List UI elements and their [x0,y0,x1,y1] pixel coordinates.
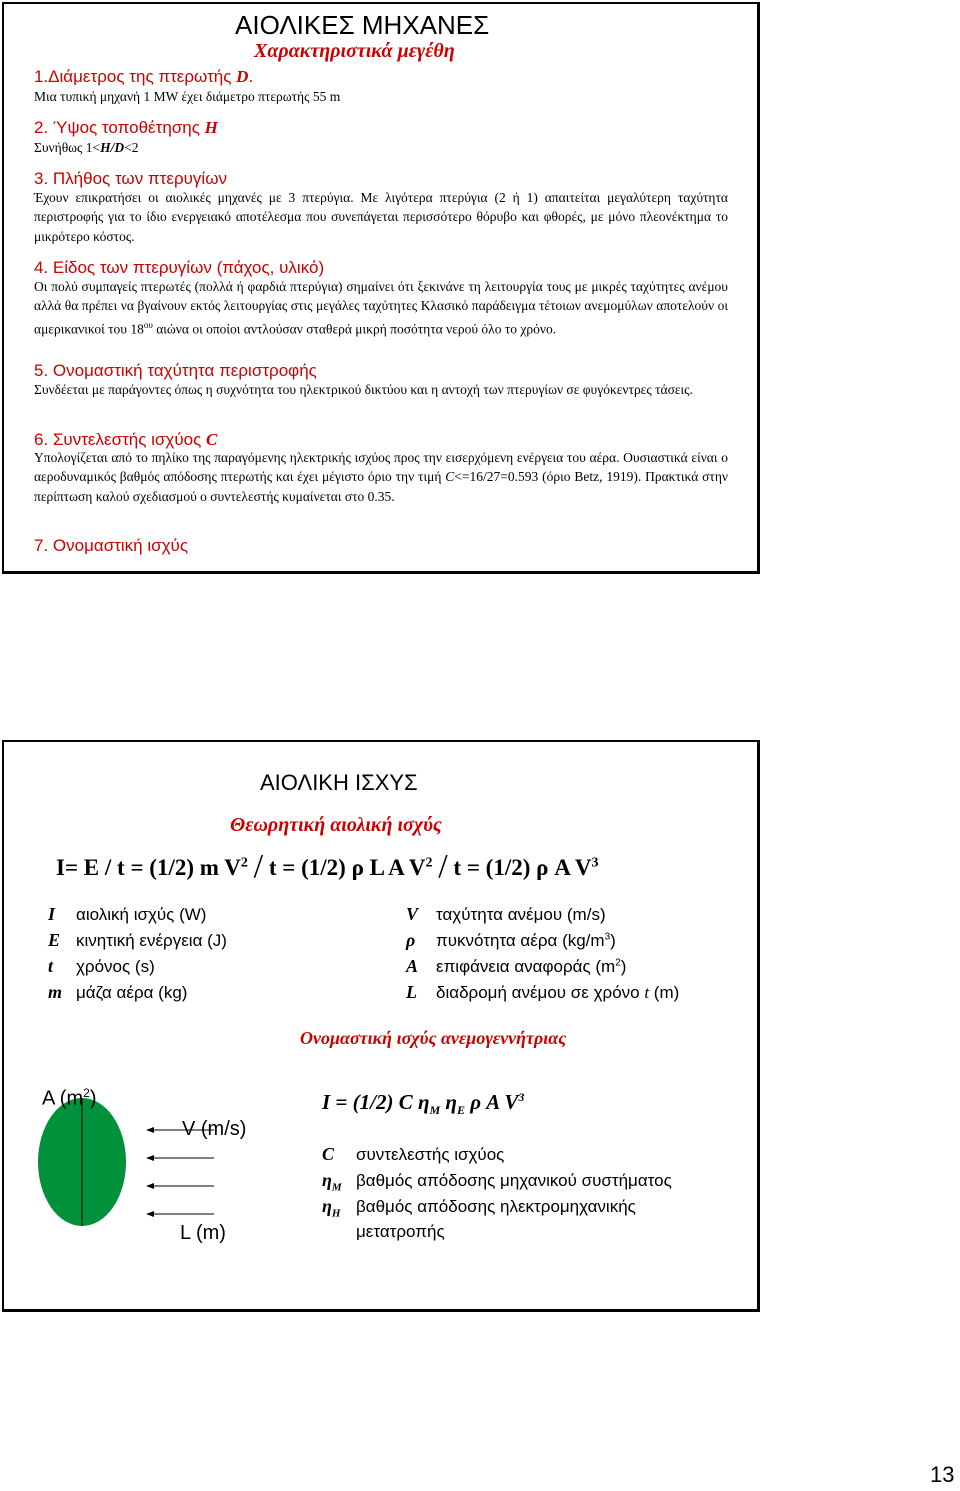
definition-tail: ) [610,931,616,950]
definition2-row [322,1170,672,1194]
definition-row [406,930,616,951]
section6-text-symbol: C [445,469,455,485]
definition-symbol: E [48,930,61,950]
definition-symbol: V [406,904,419,924]
velocity-label: V (m/s) [182,1118,247,1140]
definition-desc: διαδρομή ανέμου σε χρόνο [436,983,645,1002]
definition2-row [322,1196,636,1220]
formula-sup-3: 3 [591,855,599,871]
definition2-symbol [322,1170,356,1194]
slide1-title: ΑΙΟΛΙΚΕΣ ΜΗΧΑΝΕΣ [235,10,490,40]
section4-heading: 4. Είδος των πτερυγίων (πάχος, υλικό) [34,258,325,277]
definition-desc: πυκνότητα αέρα (kg/m [436,931,605,950]
formula2-part-1: I = (1/2) C η [322,1090,430,1114]
formula-part-2: t [268,855,277,880]
formula-part-1: I= E / t = (1/2) m V [56,855,241,880]
slide-wind-power [2,740,760,1312]
definition-row [48,930,227,951]
definition2-desc: βαθμός απόδοσης μηχανικού συστήματος [356,1171,672,1190]
definition2-sub: M [331,1181,342,1194]
definition-tail-symbol: t [644,983,650,1002]
definition-symbol: I [48,904,56,924]
section4-text-b: αιώνα οι οποίοι αντλούσαν σταθερά μικρή ποσότητα νερού όλο το χρόνο. [152,321,557,337]
definition2-desc: μετατροπής [356,1222,445,1241]
definition-symbol: L [406,982,417,1002]
formula-sup-2: 2 [425,855,433,871]
definition2-desc: συντελεστής ισχύος [356,1145,505,1164]
section6-heading [34,430,217,450]
definition-row [48,956,155,977]
section2-heading-symbol: H [204,118,218,137]
section1-heading-suffix: . [248,67,254,86]
definition-sup: 3 [604,931,611,943]
definition-row [48,982,187,1003]
section1-heading-text: 1.Διάμετρος της πτερωτής [34,67,237,86]
definition2-symbol-text: C [322,1144,335,1164]
area-label-sup: 2 [83,1086,90,1100]
definition-row [406,956,626,977]
wind-power-formula [56,846,599,884]
length-label: L (m) [180,1222,226,1244]
definition2-symbol-text: η [322,1170,332,1190]
formula2-part-2: η [440,1090,457,1114]
section7-heading: 7. Ονομαστική ισχύς [34,536,189,555]
definition-desc: κινητική ενέργεια (J) [76,931,227,950]
definition2-row [322,1222,445,1242]
formula2-sub-2: E [456,1103,465,1118]
definition-symbol: t [48,956,54,976]
page-number: 13 [930,1462,955,1487]
definition-row [406,982,679,1003]
section2-text-suffix: <2 [124,140,139,155]
slide1-subtitle: Χαρακτηριστικά μεγέθη [254,40,455,62]
definition2-symbol [322,1196,356,1220]
section3-text: Έχουν επικρατήσει οι αιολικές μηχανές με 3 πτερύγια. Με λιγότερα πτερύγια (2 ή 1) απαιτείται μεγαλύτερη ταχύτητα περιστροφής για το ίδιο ενεργειακό αποτέλεσμα που συνεπάγεται περισσότερο θόρυβο και φθορές, με μόνο πλεονέκτημα το μικρότερο κόστος. [34,190,728,244]
area-label-tail: ) [89,1087,97,1110]
section1-heading [34,67,253,87]
section6-text-b: <=16/27=0.593 (όριο Betz, 1919). Πρακτικά στην περίπτωση καλού σχεδιασμού ο συντελεστής κυμαίνεται στο 0.35. [34,469,728,504]
definition-desc: μάζα αέρα (kg) [76,983,188,1002]
area-label [42,1086,96,1111]
slide2-subtitle: Θεωρητική αιολική ισχύς [230,814,442,836]
formula-slash-1: / [253,848,264,885]
section4-text [34,277,728,339]
definition2-desc: βαθμός απόδοσης ηλεκτρομηχανικής [356,1197,636,1216]
section4-text-sup: ου [143,319,153,330]
formula-part-4: t = (1/2) ρ A V [453,855,592,880]
formula2-sub-1: M [429,1103,441,1118]
section2-text-symbol: H/D [100,140,125,155]
rated-power-formula [322,1090,524,1118]
section6-text-a: Υπολογίζεται από το πηλίκο της παραγόμενης ηλεκτρικής ισχύος προς την εισερχόμενη ενέργεια του αέρα. Ουσιαστικά είναι ο αεροδυναμικός βαθμός απόδοσης πτερωτής και έχει μέγιστο όριο την τιμή [34,450,728,485]
formula-sup-1: 2 [240,855,248,871]
slide-wind-machines [2,2,760,574]
formula2-sup: 3 [518,1090,525,1104]
definition-tail: (m) [649,983,680,1002]
section6-heading-symbol: C [206,430,218,449]
definition-symbol: m [48,982,63,1002]
section3-heading: 3. Πλήθος των πτερυγίων [34,169,227,188]
definition2-sub: H [331,1207,341,1220]
wind-arrow-head [146,1127,154,1133]
wind-arrow-head [146,1155,154,1161]
formula2-part-3: ρ A V [464,1090,519,1114]
formula-slash-2: / [438,848,448,885]
section5-text: Συνδέεται με παράγοντες όπως η συχνότητα του ηλεκτρικού δικτύου και η αντοχή των πτερυγίων σε φυγόκεντρες τάσεις. [34,382,693,397]
wind-arrow-head [146,1211,154,1217]
wind-arrow-head [146,1183,154,1189]
slide2-title: ΑΙΟΛΙΚΗ ΙΣΧΥΣ [260,770,418,795]
section6-heading-text: 6. Συντελεστής ισχύος [34,430,207,449]
definition-desc: χρόνος (s) [76,957,155,976]
formula-part-3: = (1/2) ρ L A V [276,855,426,880]
section5-heading: 5. Ονομαστική ταχύτητα περιστροφής [34,361,317,380]
definition-desc: ταχύτητα ανέμου (m/s) [436,905,606,924]
definition-tail: ) [620,957,627,976]
definition2-symbol-text: η [322,1196,332,1216]
definition-symbol: A [406,956,419,976]
section6-text [34,448,728,506]
definition-desc: αιολική ισχύς (W) [76,905,207,924]
definition-row [48,904,206,925]
section2-heading [34,118,218,138]
definition-symbol: ρ [406,930,416,950]
section2-text [34,138,139,157]
section1-heading-symbol: D [236,67,249,86]
definition-sup: 2 [615,957,621,969]
rated-power-title: Ονομαστική ισχύς ανεμογεννήτριας [300,1028,567,1048]
section1-text: Μια τυπική μηχανή 1 MW έχει διάμετρο πτερωτής 55 m [34,89,341,104]
area-label-text: A (m [42,1087,84,1110]
section2-heading-text: 2. Ύψος τοποθέτησης [34,118,205,137]
definition-desc: επιφάνεια αναφοράς (m [436,957,616,976]
section2-text-prefix: Συνήθως 1< [34,140,101,155]
definition2-row [322,1144,504,1168]
section4-text-a: Οι πολύ συμπαγείς πτερωτές (πολλά ή φαρδιά πτερύγια) σημαίνει ότι ξεκινάνε τη λειτουργία τους με μικρές ταχύτητες ανέμου αλλά θα πρέπει να βγαίνουν εκτός λειτουργίας στις μεγάλες ταχύτητες Κλασικό παράδειγμα τέτοιων ανεμομύλων αποτελούν οι αμερικανικοί του 18 [34,279,728,337]
definition2-symbol [322,1144,356,1168]
definition-row [406,904,606,925]
